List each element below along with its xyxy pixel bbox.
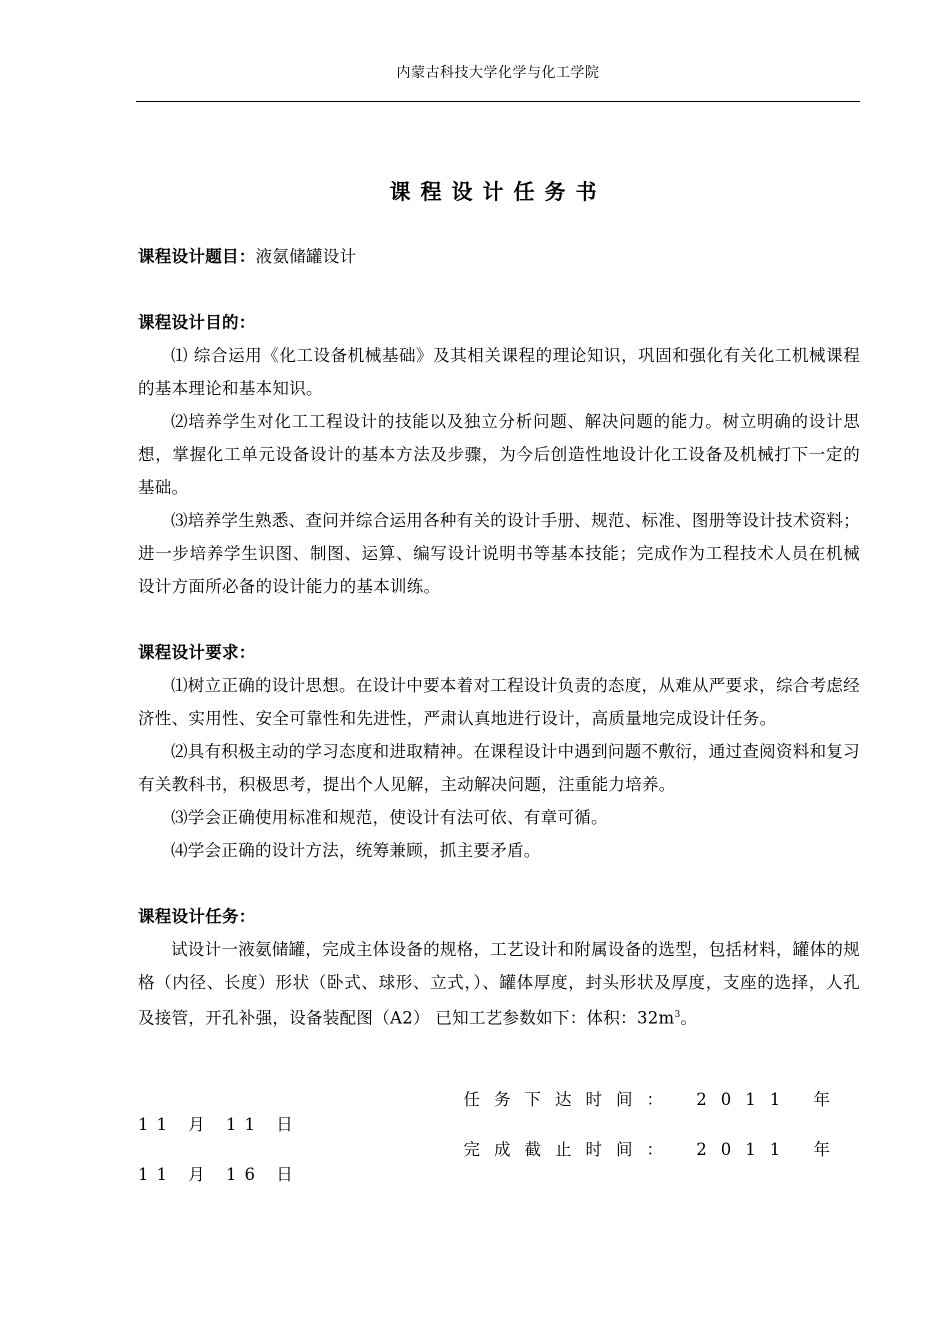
topic-label: 课程设计题目：	[138, 247, 256, 266]
purpose-item: ⑶培养学生熟悉、查问并综合运用各种有关的设计手册、规范、标准、图册等设计技术资料；进一步培养学生识图、制图、运算、编写设计说明书等基本技能；完成作为工程技术人员在机械设计方面所必备的设计能力的基本训练。	[138, 511, 860, 596]
issue-date-line	[138, 1086, 860, 1136]
document-body	[138, 240, 860, 1035]
issue-monthday: 11 月 11 日	[138, 1115, 301, 1134]
requirement-item: ⑴树立正确的设计思想。在设计中要本着对工程设计负责的态度，从难从严要求，综合考虑经济性、实用性、安全可靠性和先进性，严肃认真地进行设计，高质量地完成设计任务。	[138, 676, 860, 728]
requirement-item: ⑷学会正确的设计方法，统筹兼顾，抓主要矛盾。	[171, 841, 541, 860]
due-date-label: 完成截止时间： 2011 年	[463, 1140, 844, 1159]
issue-date-label: 任务下达时间： 2011 年	[463, 1090, 844, 1109]
requirements-label: 课程设计要求：	[138, 643, 256, 662]
date-block	[138, 1086, 860, 1186]
header-divider	[136, 101, 860, 102]
task-text-superscript: 3	[674, 1010, 681, 1020]
document-title: 课程设计任务书	[389, 180, 607, 204]
due-monthday: 11 月 16 日	[138, 1165, 301, 1184]
purpose-item: ⑵培养学生对化工工程设计的技能以及独立分析问题、解决问题的能力。树立明确的设计思想，掌握化工单元设备设计的基本方法及步骤，为今后创造性地设计化工设备及机械打下一定的基础。	[138, 412, 860, 497]
topic-line	[138, 240, 860, 273]
due-date-line	[138, 1136, 860, 1186]
task-text-end: 。	[680, 1008, 698, 1028]
issue-year: 2011 年	[696, 1090, 844, 1109]
task-label: 课程设计任务：	[138, 907, 256, 926]
requirement-item: ⑶学会正确使用标准和规范，使设计有法可依、有章可循。	[171, 808, 608, 827]
due-year: 2011 年	[696, 1140, 844, 1159]
page-header: 内蒙古科技大学化学与化工学院	[396, 65, 600, 81]
requirement-item: ⑵具有积极主动的学习态度和进取精神。在课程设计中遇到问题不敷衍，通过查阅资料和复习有关教科书，积极思考，提出个人见解，主动解决问题，注重能力培养。	[138, 742, 860, 794]
task-text	[138, 933, 860, 1035]
purpose-label: 课程设计目的：	[138, 313, 256, 332]
purpose-item: ⑴ 综合运用《化工设备机械基础》及其相关课程的理论知识，巩固和强化有关化工机械课程的基本理论和基本知识。	[138, 346, 860, 398]
task-text-main: 试设计一液氨储罐，完成主体设备的规格，工艺设计和附属设备的选型，包括材料，罐体的规格（内径、长度）形状（卧式、球形、立式，）、罐体厚度，封头形状及厚度，支座的选择，人孔及接管，开孔补强，设备装配图（A2） 已知工艺参数如下：体积：32m	[138, 940, 860, 1028]
topic-value: 液氨储罐设计	[255, 247, 357, 266]
